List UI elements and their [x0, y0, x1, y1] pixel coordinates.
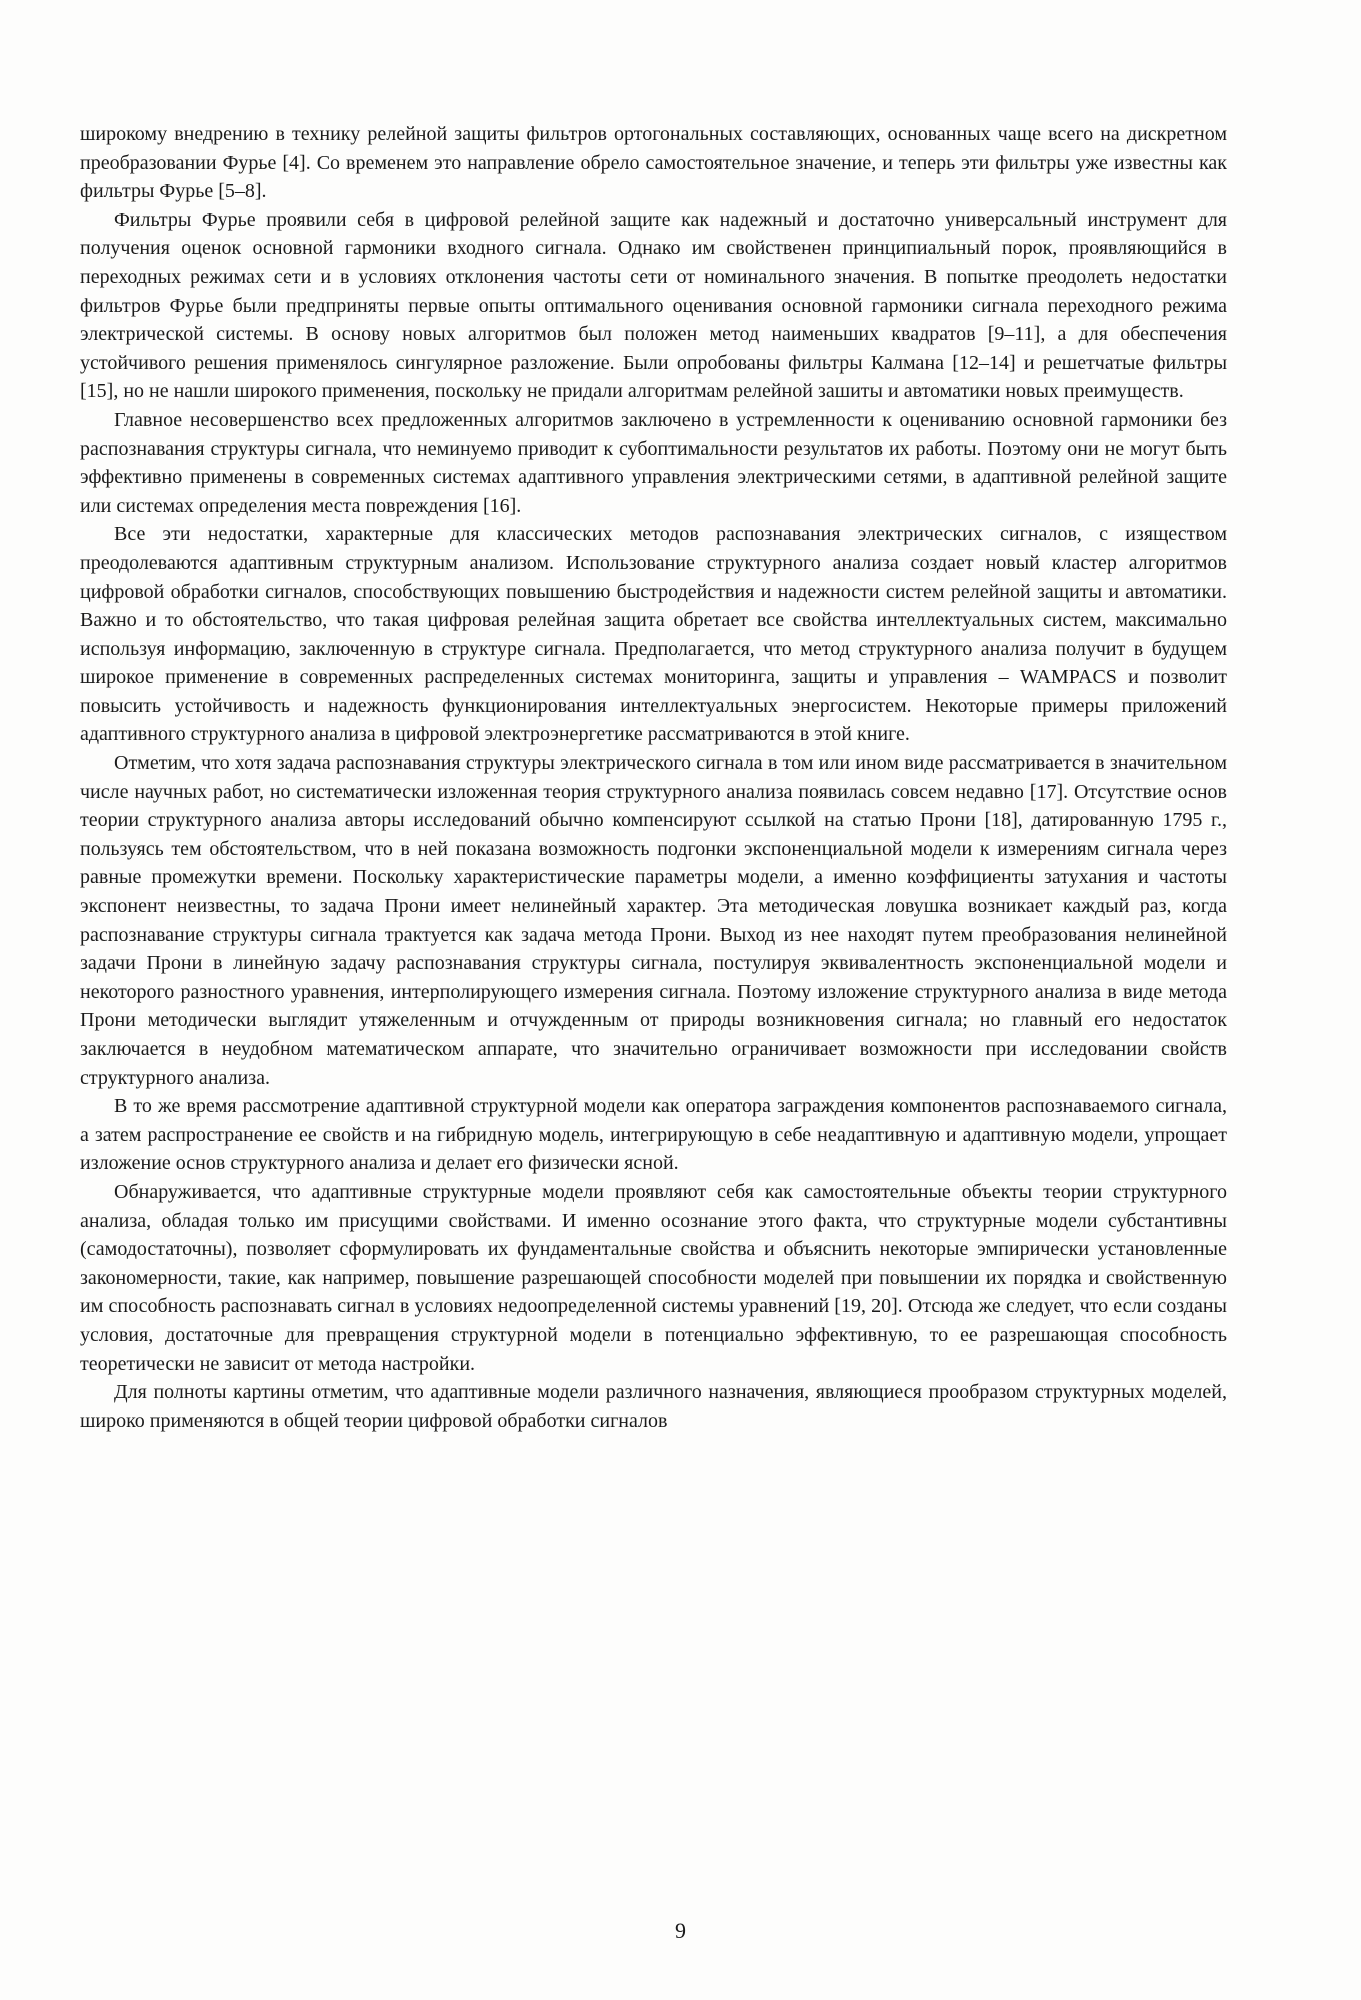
page-number: 9	[675, 1918, 686, 1943]
paragraph-1: широкому внедрению в технику релейной защиты фильтров ортогональных составляющих, основанных чаще всего на дискретном преобразовании Фурье [4]. Со временем это направление обрело самостоятельное значение, и теперь эти фильтры уже известны как фильтры Фурье [5–8].	[80, 123, 1227, 203]
paragraph-3: Главное несовершенство всех предложенных алгоритмов заключено в устремленности к оцениванию основной гармоники без распознавания структуры сигнала, что неминуемо приводит к субоптимальности результатов их работы. Поэтому они не могут быть эффективно применены в современных системах адаптивного управления электрическими сетями, в адаптивной релейной защите или системах определения места повреждения [16].	[80, 408, 1227, 517]
paragraph-8: Для полноты картины отметим, что адаптивные модели различного назначения, являющиеся прообразом структурных моделей, широко применяются в общей теории цифровой обработки сигналов	[80, 1381, 1227, 1432]
paragraph-5: Отметим, что хотя задача распознавания структуры электрического сигнала в том или ином виде рассматривается в значительном числе научных работ, но систематически изложенная теория структурного анализа появилась совсем недавно [17]. Отсутствие основ теории структурного анализа авторы исследований обычно компенсируют ссылкой на статью Прони [18], датированную 1795 г., пользуясь тем обстоятельством, что в ней показана возможность подгонки экспоненциальной модели к измерениям сигнала через равные промежутки времени. Поскольку характеристические параметры модели, а именно коэффициенты затухания и частоты экспонент неизвестны, то задача Прони имеет нелинейный характер. Эта методическая ловушка возникает каждый раз, когда распознавание структуры сигнала трактуется как задача метода Прони. Выход из нее находят путем преобразования нелинейной задачи Прони в линейную задачу распознавания структуры сигнала, постулируя эквивалентность экспоненциальной модели и некоторого разностного уравнения, интерполирующего измерения сигнала. Поэтому изложение структурного анализа в виде метода Прони методически выглядит утяжеленным и отчужденным от природы возникновения сигнала; но главный его недостаток заключается в неудобном математическом аппарате, что значительно ограничивает возможности при исследовании свойств структурного анализа.	[80, 752, 1227, 1089]
paragraph-2: Фильтры Фурье проявили себя в цифровой релейной защите как надежный и достаточно универсальный инструмент для получения оценок основной гармоники входного сигнала. Однако им свойственен принципиальный порок, проявляющийся в переходных режимах сети и в условиях отклонения частоты сети от номинального значения. В попытке преодолеть недостатки фильтров Фурье были предприняты первые опыты оптимального оценивания основной гармоники сигнала переходного режима электрической системы. В основу новых алгоритмов был положен метод наименьших квадратов [9–11], а для обеспечения устойчивого решения применялось сингулярное разложение. Были опробованы фильтры Калмана [12–14] и решетчатые фильтры [15], но не нашли широкого применения, поскольку не придали алгоритмам релейной зашиты и автоматики новых преимуществ.	[80, 208, 1227, 403]
paragraph-7: Обнаруживается, что адаптивные структурные модели проявляют себя как самостоятельные объекты теории структурного анализа, обладая только им присущими свойствами. И именно осознание этого факта, что структурные модели субстантивны (самодостаточны), позволяет сформулировать их фундаментальные свойства и объяснить некоторые эмпирически установленные закономерности, такие, как например, повышение разрешающей способности моделей при повышении их порядка и свойственную им способность распознавать сигнал в условиях недоопределенной системы уравнений [19, 20]. Отсюда же следует, что если созданы условия, достаточные для превращения структурной модели в потенциально эффективную, то ее разрешающая способность теоретически не зависит от метода настройки.	[80, 1180, 1227, 1375]
paragraph-4: Все эти недостатки, характерные для классических методов распознавания электрических сигналов, с изяществом преодолеваются адаптивным структурным анализом. Использование структурного анализа создает новый кластер алгоритмов цифровой обработки сигналов, способствующих повышению быстродействия и надежности систем релейной защиты и автоматики. Важно и то обстоятельство, что такая цифровая релейная защита обретает все свойства интеллектуальных систем, максимально используя информацию, заключенную в структуре сигнала. Предполагается, что метод структурного анализа получит в будущем широкое применение в современных распределенных системах мониторинга, защиты и управления – WAMPACS и позволит повысить устойчивость и надежность функционирования интеллектуальных энергосистем. Некоторые примеры приложений адаптивного структурного анализа в цифровой электроэнергетике рассматриваются в этой книге.	[80, 523, 1227, 746]
body-text	[80, 120, 1227, 1435]
paragraph-6: В то же время рассмотрение адаптивной структурной модели как оператора заграждения компонентов распознаваемого сигнала, а затем распространение ее свойств и на гибридную модель, интегрирующую в себе неадаптивную и адаптивную модели, упрощает изложение основ структурного анализа и делает его физически ясной.	[80, 1095, 1227, 1175]
